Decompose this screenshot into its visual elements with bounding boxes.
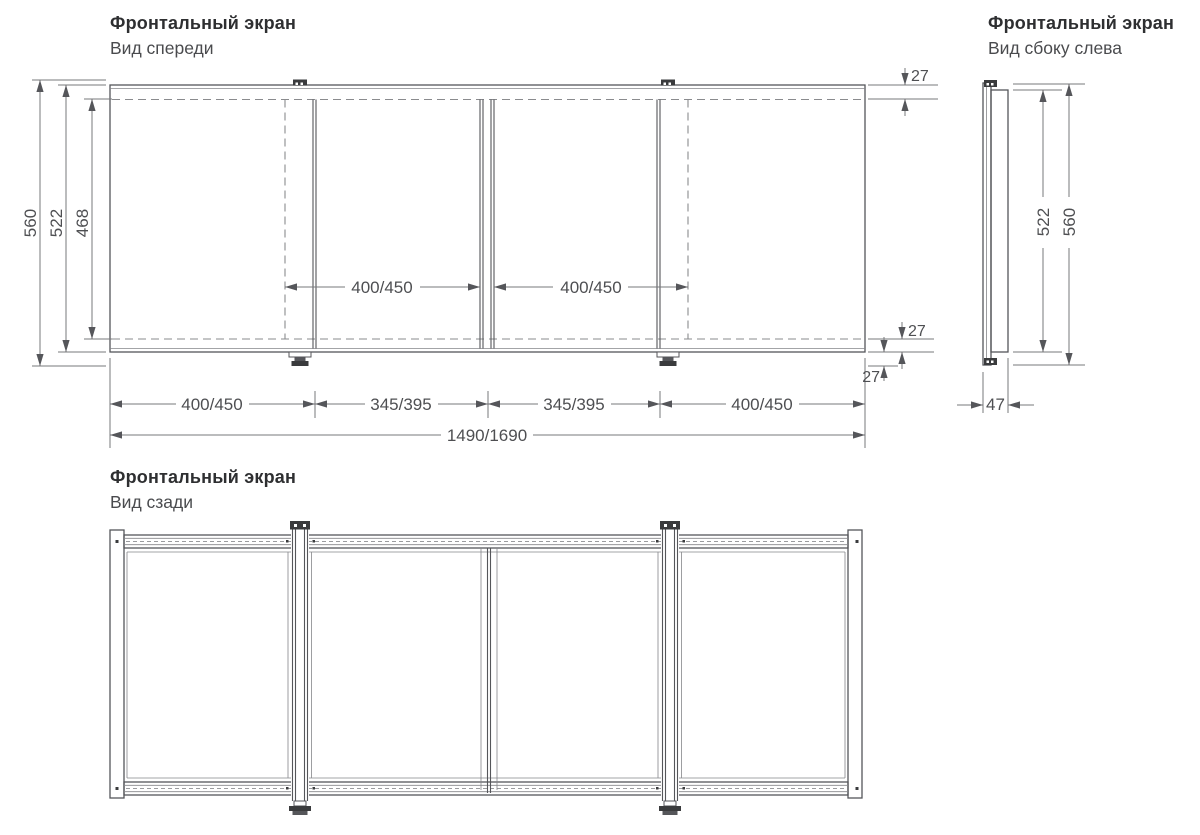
dim-front-bottom-seg2: 345/395 xyxy=(370,395,432,414)
dim-front-overlap-left: 400/450 xyxy=(351,278,413,297)
front-top-clip-left xyxy=(293,80,307,86)
rear-bottom-rail xyxy=(124,782,848,795)
side-depth-dimension xyxy=(957,358,1034,414)
rear-foot-right xyxy=(659,801,681,815)
rear-screw-top-right xyxy=(856,540,859,543)
front-height-dimensions xyxy=(21,80,112,366)
rear-view-subtitle: Вид сзади xyxy=(110,492,194,512)
dim-front-bottom-seg1: 400/450 xyxy=(181,395,243,414)
rear-top-rail xyxy=(124,535,848,548)
front-top-clip-right xyxy=(661,80,675,86)
front-top-offset-dimension xyxy=(868,68,938,116)
side-bottom-clip xyxy=(984,358,997,365)
dim-front-height-frame: 522 xyxy=(47,208,66,238)
front-bottom-offset-dimensions xyxy=(862,322,934,386)
dim-side-height-frame: 522 xyxy=(1034,207,1053,237)
front-width-dimensions xyxy=(110,358,865,448)
side-top-clip xyxy=(984,80,997,87)
dim-front-height-inner: 468 xyxy=(73,208,92,238)
dim-front-top-offset: 27 xyxy=(911,68,929,85)
front-overlap-dimensions xyxy=(285,278,688,297)
rear-screw-bottom-right xyxy=(856,787,859,790)
rear-screw-bottom-left xyxy=(116,787,119,790)
front-view-drawing xyxy=(0,60,960,460)
rear-center-divider xyxy=(481,548,497,793)
rear-right-stile xyxy=(848,530,862,798)
rear-foot-left xyxy=(289,801,311,815)
dim-front-height-total: 560 xyxy=(21,208,40,238)
front-foot-left xyxy=(289,352,311,366)
front-view-title-block xyxy=(110,11,296,61)
side-panel-sheet xyxy=(991,90,1008,352)
front-foot-right xyxy=(657,352,679,366)
dim-front-foot-height: 27 xyxy=(862,369,880,386)
rear-frame xyxy=(110,530,862,798)
dim-side-height-total: 560 xyxy=(1060,207,1079,237)
dim-side-depth: 47 xyxy=(986,395,1005,414)
side-height-dimensions xyxy=(1013,84,1085,365)
dim-front-total-width: 1490/1690 xyxy=(446,426,528,445)
dim-front-bottom-offset: 27 xyxy=(908,323,926,340)
dim-front-bottom-seg4: 400/450 xyxy=(731,395,793,414)
side-profile xyxy=(983,80,1008,365)
front-panel-outline xyxy=(110,85,865,352)
rear-divider-right xyxy=(656,521,685,815)
rear-divider-left xyxy=(286,521,315,815)
rear-view-drawing xyxy=(90,505,910,835)
front-view-subtitle: Вид спереди xyxy=(110,38,214,58)
side-view-subtitle: Вид сбоку слева xyxy=(988,38,1123,58)
rear-bracket-left xyxy=(290,521,310,530)
front-panel-dividers xyxy=(313,100,660,349)
dim-front-overlap-right: 400/450 xyxy=(560,278,622,297)
rear-bracket-right xyxy=(660,521,680,530)
rear-screw-top-left xyxy=(116,540,119,543)
dim-front-bottom-seg3: 345/395 xyxy=(543,395,605,414)
side-view-title: Фронтальный экран xyxy=(988,13,1175,33)
side-view-drawing xyxy=(940,60,1200,430)
side-view-title-block xyxy=(988,11,1174,61)
front-view-title: Фронтальный экран xyxy=(110,13,297,33)
rear-view-title: Фронтальный экран xyxy=(110,467,297,487)
rear-left-stile xyxy=(110,530,124,798)
